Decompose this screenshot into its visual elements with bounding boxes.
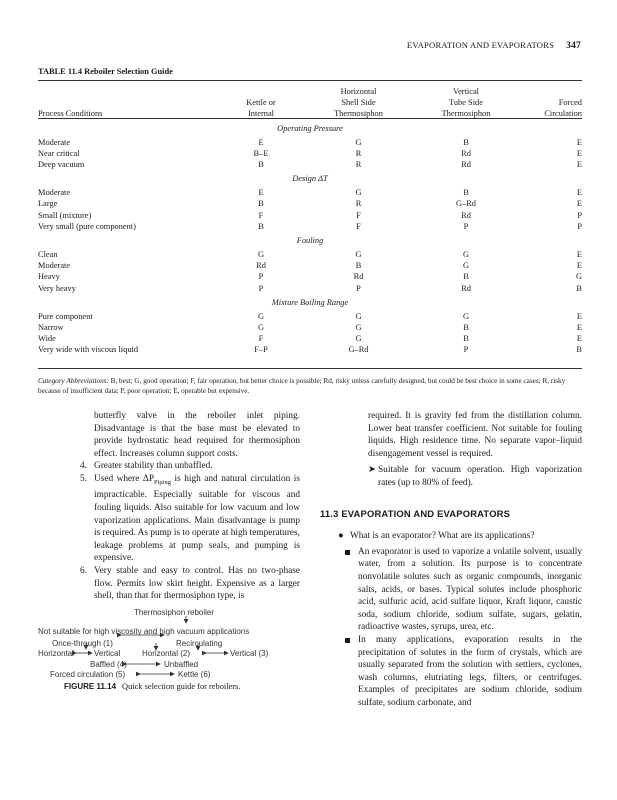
- section-title: Operating Pressure: [277, 123, 343, 133]
- rating-cell: B: [258, 160, 264, 170]
- rating-cell: P: [463, 345, 469, 355]
- item-text: Used where ΔP: [94, 473, 154, 484]
- figure-caption: [64, 682, 240, 691]
- item-text-cont: is high and natural circulation is impracticable. Especially suitable for viscous and fouling liquids. Also suitable for low vacuum and low vaporization applications. Main disadvantage is pump is required. As pump is to operate at high temperatures, leakage problems at pump seals, and pumping is expensive.: [94, 473, 300, 564]
- arrow-list-item: [318, 464, 582, 489]
- rating-cell: G: [462, 311, 470, 321]
- table-row: [38, 187, 582, 198]
- item-number: 6.: [80, 565, 87, 576]
- rating-cell: G–Rd: [348, 345, 369, 355]
- table-row: [38, 137, 582, 148]
- section-title: Fouling: [296, 235, 324, 245]
- column-header: Tube Side: [449, 98, 483, 108]
- section-row: [38, 294, 582, 311]
- column-header: [38, 86, 216, 97]
- column-header: Kettle or: [246, 98, 276, 108]
- rating-cell: F–P: [254, 345, 268, 355]
- rating-cell: E: [576, 250, 582, 260]
- rating-cell: B: [355, 261, 362, 271]
- rating-cell: B: [463, 272, 469, 282]
- rating-cell: B: [258, 199, 264, 209]
- table-row: [38, 311, 582, 322]
- rating-cell: E: [576, 334, 582, 344]
- process-condition: Clean: [38, 250, 58, 260]
- rating-cell: G: [462, 250, 470, 260]
- process-condition: Narrow: [38, 323, 64, 333]
- table-row: [38, 221, 582, 232]
- rating-cell: P: [463, 221, 469, 231]
- question-text: What is an evaporator? What are its applications?: [350, 531, 535, 542]
- node-once-through: Once-through (1): [52, 639, 113, 648]
- rating-cell: G: [257, 323, 265, 333]
- process-condition: Very small (pure component): [38, 221, 136, 231]
- bullet-item: [318, 546, 582, 634]
- table-body: [38, 120, 582, 356]
- rating-cell: E: [576, 261, 582, 271]
- rating-cell: G: [575, 272, 582, 282]
- table-row: [38, 322, 582, 333]
- table-top-rule: [38, 80, 582, 81]
- table-row: [38, 271, 582, 282]
- table-row: [38, 283, 582, 294]
- column-header: Internal: [247, 109, 275, 119]
- rating-cell: G: [462, 261, 470, 271]
- column-header: Shell Side: [341, 98, 376, 108]
- rating-cell: Rd: [256, 261, 266, 271]
- section-row: [38, 232, 582, 249]
- table-row: [38, 344, 582, 355]
- list-item: [74, 460, 300, 473]
- rating-cell: F: [258, 334, 264, 344]
- process-condition: Moderate: [38, 188, 71, 198]
- rating-cell: E: [576, 148, 582, 158]
- list-item: [74, 565, 300, 603]
- rating-cell: P: [577, 221, 582, 231]
- rating-cell: G–Rd: [455, 199, 476, 209]
- column-header: Thermosiphon: [441, 109, 491, 119]
- process-condition: Small (mixture): [38, 210, 92, 220]
- section-row: [38, 120, 582, 137]
- table-header: [38, 86, 582, 120]
- process-condition: Large: [38, 199, 58, 209]
- node-kettle: Kettle (6): [178, 670, 211, 679]
- table-footnote: [38, 376, 582, 396]
- item-number: 5.: [80, 473, 87, 484]
- item-number: 4.: [80, 461, 87, 472]
- table-row: [38, 210, 582, 221]
- rating-cell: B: [463, 188, 469, 198]
- table-row: [38, 249, 582, 260]
- reboiler-selection-table: [38, 86, 582, 356]
- node-vertical-3: Vertical (3): [230, 649, 269, 658]
- reboiler-selection-diagram: [38, 608, 298, 679]
- column-header: [521, 86, 582, 97]
- node-vertical: Vertical: [94, 649, 121, 658]
- rating-cell: F: [356, 221, 361, 231]
- node-not-suitable: Not suitable for high viscosity and high vacuum applications: [38, 627, 250, 636]
- rating-cell: F: [258, 210, 264, 220]
- bullet-text: In many applications, evaporation results in the precipitation of solutes in the form of crystals, which are usually separated from the solution with settlers, cyclones, wash columns, elutriating legs, filters, or centrifuges. Examples of precipitates are sodium chloride, sodium sulfate, sodium carbonate, and: [358, 634, 582, 708]
- continued-paragraph: butterfly valve in the reboiler inlet piping. Disadvantage is that the base must be elevated to provide hydrostatic head required for thermosiphon effect. Increases column support costs.: [94, 411, 300, 459]
- rating-cell: G: [355, 188, 362, 198]
- item-text: Greater stability than unbaffled.: [94, 461, 213, 472]
- list-item: [74, 473, 300, 565]
- rating-cell: R: [355, 199, 362, 209]
- column-header: Process Conditions: [38, 109, 103, 119]
- rating-cell: E: [576, 311, 582, 321]
- left-text-column: [74, 410, 300, 603]
- rating-cell: B: [463, 334, 469, 344]
- arrow-bullet-icon: ➤: [368, 465, 376, 476]
- rating-cell: E: [576, 160, 582, 170]
- rating-cell: E: [576, 137, 582, 147]
- rating-cell: B: [576, 345, 582, 355]
- rating-cell: B: [463, 323, 469, 333]
- running-title: EVAPORATION AND EVAPORATORS: [406, 40, 555, 50]
- rating-cell: G: [355, 250, 362, 260]
- table-row: [38, 148, 582, 159]
- process-condition: Moderate: [38, 137, 71, 147]
- section-title: Design ΔT: [292, 174, 328, 184]
- rating-cell: P: [258, 283, 264, 293]
- header-row: [38, 108, 582, 119]
- running-header: [407, 40, 581, 51]
- table-row: [38, 198, 582, 209]
- column-header: [38, 97, 216, 108]
- right-text-column: [318, 410, 582, 709]
- rating-cell: P: [577, 210, 582, 220]
- rating-cell: R: [355, 160, 362, 170]
- rating-cell: P: [258, 272, 264, 282]
- square-bullet-icon: [345, 550, 350, 555]
- header-row: [38, 86, 582, 97]
- process-condition: Very heavy: [38, 283, 76, 293]
- rating-cell: Rd: [461, 210, 471, 220]
- node-horizontal: Horizontal: [38, 649, 75, 658]
- rating-cell: G: [257, 250, 265, 260]
- rating-cell: Rd: [461, 283, 471, 293]
- continued-paragraph: required. It is gravity fed from the distillation column. Lower heat transfer coefficient. Not suitable for fouling liquids. High residence time. No separate vapor–liquid disengagement vessel is required.: [368, 411, 582, 459]
- column-header: Forced: [558, 98, 582, 108]
- rating-cell: G: [257, 311, 265, 321]
- node-horizontal-2: Horizontal (2): [142, 649, 191, 658]
- figure-label: FIGURE 11.14: [64, 682, 117, 691]
- table-row: [38, 260, 582, 271]
- question-item: [318, 530, 582, 543]
- square-bullet-icon: [345, 638, 350, 643]
- rating-cell: G: [355, 137, 362, 147]
- rating-cell: B–E: [253, 148, 269, 158]
- footnote-label: Category Abbreviations:: [38, 377, 109, 385]
- bullet-item: [318, 634, 582, 710]
- process-condition: Wide: [38, 334, 56, 344]
- rating-cell: Rd: [353, 272, 364, 282]
- section-heading: 11.3 EVAPORATION AND EVAPORATORS: [320, 507, 511, 519]
- rating-cell: R: [355, 148, 362, 158]
- column-header: Circulation: [544, 109, 582, 119]
- table-caption: TABLE 11.4 Reboiler Selection Guide: [38, 67, 173, 76]
- rating-cell: G: [355, 323, 362, 333]
- rating-cell: Rd: [461, 148, 471, 158]
- column-header: [216, 86, 306, 97]
- node-thermosiphon: Thermosiphon reboiler: [134, 608, 215, 617]
- rating-cell: P: [356, 283, 361, 293]
- table-row: [38, 333, 582, 344]
- process-condition: Very wide with viscous liquid: [38, 345, 139, 355]
- rating-cell: E: [576, 188, 582, 198]
- rating-cell: Rd: [461, 160, 471, 170]
- dot-bullet-icon: ●: [338, 531, 344, 542]
- rating-cell: G: [355, 334, 362, 344]
- column-header: Thermosiphon: [334, 109, 383, 119]
- table-row: [38, 159, 582, 170]
- footnote-text: B, best; G, good operation; F, fair operation, but better choice is possible; Rd, risky unless carefully designed, but could be best choice in some cases; R, risky because of insufficient data; P, poor operation; E, operable but expensive.: [38, 377, 566, 395]
- page-number: 347: [566, 41, 581, 51]
- rating-cell: E: [258, 137, 264, 147]
- bullet-text: An evaporator is used to vaporize a volatile solvent, usually water, from a solution. Its purpose is to concentrate nonvolatile solutes such as organic compounds, inorganic salts, acids, or bases. Typical solutes include phosphoric acid, sulfuric acid, acid sulfate liquor, Kraft liquor, caustic soda, sodium chloride, sodium sulfate, sugars, gelatin, radioactive wastes, syrups, urea, etc.: [358, 546, 582, 633]
- section-title: Mixture Boiling Range: [271, 297, 349, 307]
- node-unbaffled: Unbaffled: [164, 660, 199, 669]
- section-row: [38, 170, 582, 187]
- rating-cell: E: [576, 199, 582, 209]
- node-recirculating: Recirculating: [176, 639, 223, 648]
- process-condition: Moderate: [38, 261, 71, 271]
- rating-cell: G: [355, 311, 362, 321]
- rating-cell: E: [576, 323, 582, 333]
- table-bottom-rule: [38, 368, 582, 369]
- process-condition: Near critical: [38, 148, 80, 158]
- process-condition: Deep vacuum: [38, 160, 85, 170]
- rating-cell: F: [356, 210, 361, 220]
- column-header: Vertical: [452, 87, 480, 96]
- header-row: [38, 97, 582, 108]
- process-condition: Heavy: [38, 272, 60, 282]
- process-condition: Pure component: [38, 311, 93, 321]
- item-text: Very stable and easy to control. Has no two-phase flow. Permits low skirt height. Expensive as a larger shell, than that for thermosiphon type, is: [94, 565, 300, 602]
- rating-cell: E: [258, 188, 264, 198]
- figure-caption-text: Quick selection guide for reboilers.: [122, 682, 241, 691]
- item-subscript: Piping: [154, 478, 171, 486]
- arrow-item-text: Suitable for vacuum operation. High vaporization rates (up to 80% of feed).: [378, 465, 582, 488]
- column-header: Horizontal: [340, 87, 377, 96]
- node-forced-circulation: Forced circulation (5): [50, 670, 126, 679]
- rating-cell: B: [576, 283, 582, 293]
- node-baffled: Baffled (4): [90, 660, 127, 669]
- rating-cell: B: [258, 221, 264, 231]
- rating-cell: B: [463, 137, 469, 147]
